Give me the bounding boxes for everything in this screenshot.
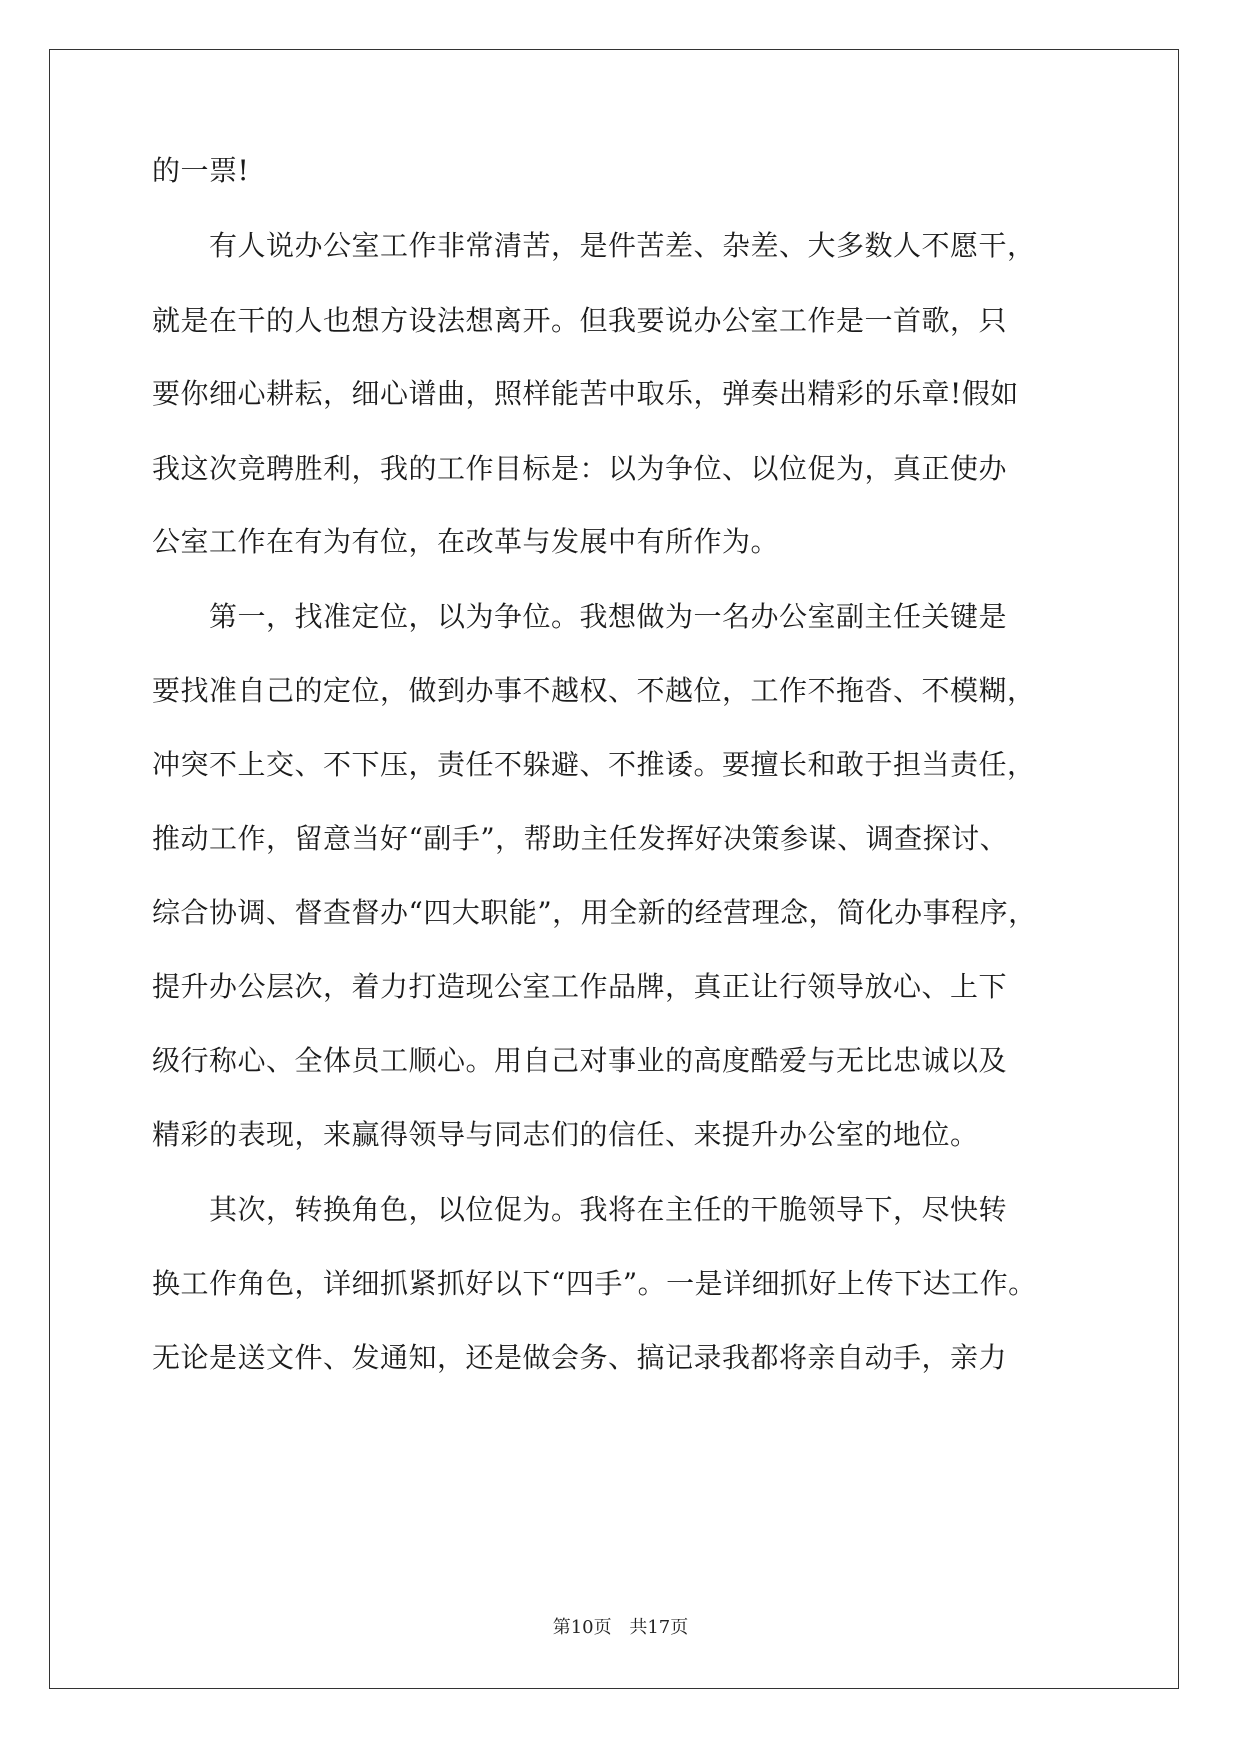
- page-footer: [0, 1617, 1241, 1639]
- page-number: 第10页: [552, 1617, 612, 1638]
- text-line: 综合协调、督查督办“四大职能”，用全新的经营理念，简化办事程序，: [152, 896, 1037, 929]
- text-line: 冲突不上交、不下压，责任不躲避、不推诿。要擅长和敢于担当责任，: [152, 748, 1036, 781]
- text-line: 第一，找准定位，以为争位。我想做为一名办公室副主任关键是: [152, 600, 1008, 633]
- text-line: 级行称心、全体员工顺心。用自己对事业的高度酷爱与无比忠诚以及: [152, 1044, 1008, 1077]
- text-line: 就是在干的人也想方设法想离开。但我要说办公室工作是一首歌，只: [152, 304, 1008, 337]
- text-line: 我这次竞聘胜利，我的工作目标是：以为争位、以位促为，真正使办: [152, 452, 1008, 485]
- text-line: 其次，转换角色，以位促为。我将在主任的干脆领导下，尽快转: [152, 1193, 1008, 1226]
- text-line: 无论是送文件、发通知，还是做会务、搞记录我都将亲自动手，亲力: [152, 1341, 1008, 1374]
- text-line: 要找准自己的定位，做到办事不越权、不越位，工作不拖沓、不模糊，: [152, 674, 1036, 707]
- text-line: 换工作角色，详细抓紧抓好以下“四手”。一是详细抓好上传下达工作。: [152, 1267, 1037, 1300]
- text-line: 推动工作，留意当好“副手”，帮助主任发挥好决策参谋、调查探讨、: [152, 822, 1009, 855]
- text-line: 的一票!: [152, 154, 250, 187]
- text-line: 有人说办公室工作非常清苦，是件苦差、杂差、大多数人不愿干，: [152, 229, 1036, 262]
- text-line: 要你细心耕耘，细心谱曲，照样能苦中取乐，弹奏出精彩的乐章!假如: [152, 377, 1019, 410]
- text-line: 精彩的表现，来赢得领导与同志们的信任、来提升办公室的地位。: [152, 1118, 979, 1151]
- text-line: 公室工作在有为有位，在改革与发展中有所作为。: [152, 525, 780, 558]
- text-line: 提升办公层次，着力打造现公室工作品牌，真正让行领导放心、上下: [152, 970, 1008, 1003]
- page-border: [49, 49, 1179, 1689]
- page-total: 共17页: [629, 1617, 689, 1638]
